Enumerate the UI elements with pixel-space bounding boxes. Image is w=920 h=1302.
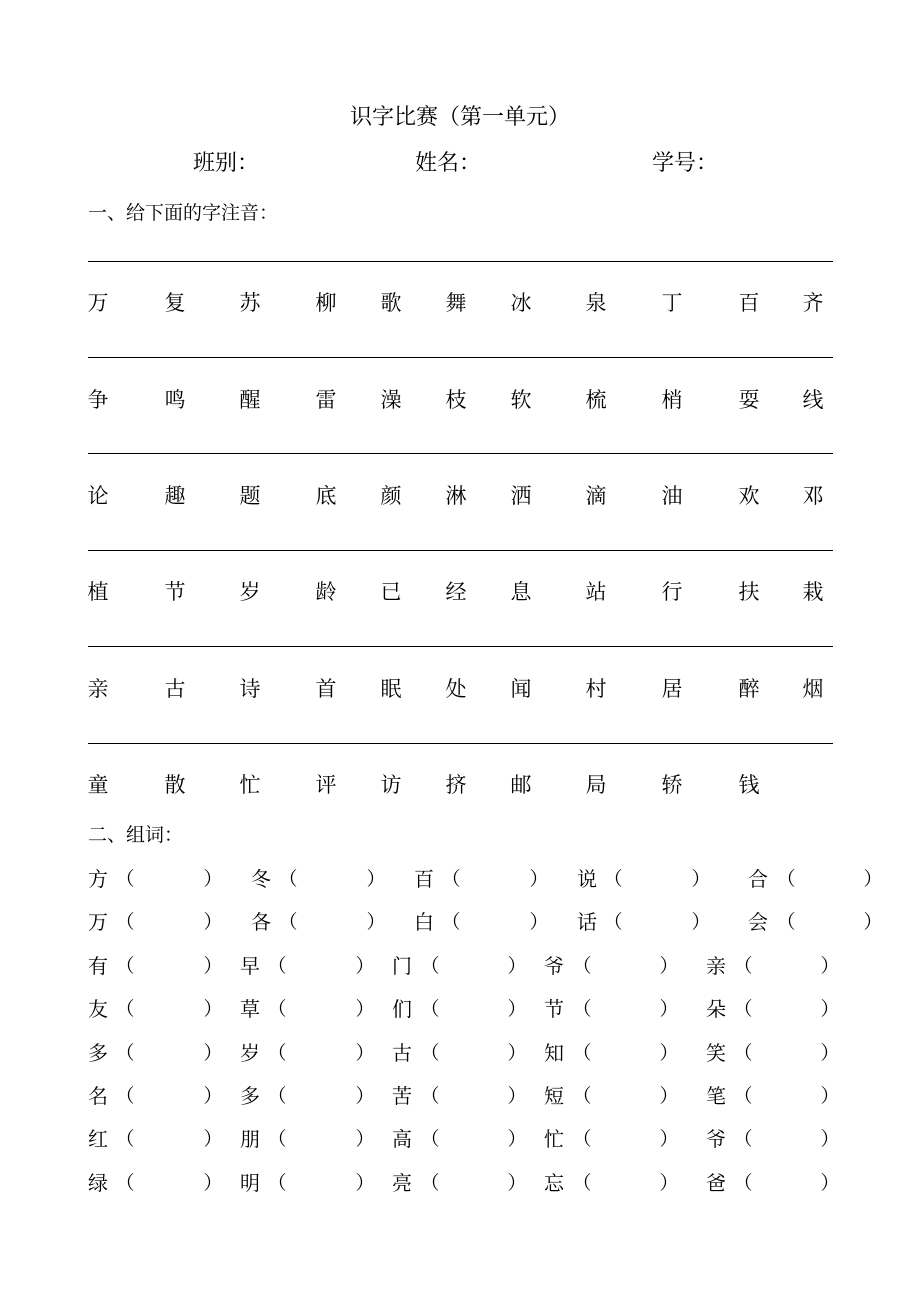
word-group-char: 方 [88, 867, 108, 891]
open-paren: （ [115, 911, 135, 933]
close-paren: ） [355, 1085, 375, 1107]
word-group-char: 说 [577, 867, 597, 891]
pinyin-write-line [88, 261, 833, 262]
pinyin-char: 丁 [661, 291, 683, 315]
pinyin-char: 苏 [239, 291, 261, 315]
word-group-char: 门 [392, 954, 412, 978]
word-group-char: 爷 [706, 1127, 726, 1151]
open-paren: （ [733, 1172, 753, 1194]
open-paren: （ [267, 1085, 287, 1107]
close-paren: ） [820, 1085, 840, 1107]
word-group-char: 话 [577, 910, 597, 934]
pinyin-char: 扶 [738, 580, 760, 604]
open-paren: （ [267, 1128, 287, 1150]
open-paren: （ [420, 1085, 440, 1107]
pinyin-char: 雷 [315, 388, 337, 412]
pinyin-char: 访 [380, 773, 402, 797]
close-paren: ） [820, 1042, 840, 1064]
word-group-char: 古 [392, 1041, 412, 1065]
pinyin-char: 忙 [239, 773, 261, 797]
close-paren: ） [659, 1042, 679, 1064]
pinyin-char: 挤 [445, 773, 467, 797]
close-paren: ） [691, 868, 711, 890]
pinyin-char: 鸣 [164, 388, 186, 412]
open-paren: （ [267, 955, 287, 977]
pinyin-char: 诗 [239, 677, 261, 701]
pinyin-char: 梢 [661, 388, 683, 412]
pinyin-char: 趣 [164, 484, 186, 508]
open-paren: （ [733, 998, 753, 1020]
open-paren: （ [267, 998, 287, 1020]
close-paren: ） [529, 911, 549, 933]
pinyin-char: 村 [585, 677, 607, 701]
pinyin-char: 万 [87, 291, 109, 315]
pinyin-char: 底 [315, 484, 337, 508]
pinyin-char: 眠 [380, 677, 402, 701]
class-label: 班别： [193, 151, 260, 176]
word-group-char: 有 [88, 954, 108, 978]
close-paren: ） [355, 1172, 375, 1194]
close-paren: ） [203, 1172, 223, 1194]
close-paren: ） [203, 955, 223, 977]
pinyin-char: 岁 [239, 580, 261, 604]
pinyin-char: 醉 [738, 677, 760, 701]
close-paren: ） [366, 868, 386, 890]
open-paren: （ [420, 1042, 440, 1064]
pinyin-char: 钱 [738, 773, 760, 797]
open-paren: （ [420, 955, 440, 977]
pinyin-char: 古 [164, 677, 186, 701]
open-paren: （ [278, 911, 298, 933]
pinyin-char: 歌 [380, 291, 402, 315]
close-paren: ） [203, 1085, 223, 1107]
pinyin-char: 节 [164, 580, 186, 604]
pinyin-char: 已 [380, 580, 402, 604]
open-paren: （ [776, 868, 796, 890]
open-paren: （ [603, 911, 623, 933]
open-paren: （ [115, 1085, 135, 1107]
word-group-char: 多 [88, 1041, 108, 1065]
close-paren: ） [355, 1042, 375, 1064]
word-group-char: 多 [240, 1084, 260, 1108]
pinyin-char: 烟 [802, 677, 824, 701]
close-paren: ） [203, 868, 223, 890]
word-group-char: 短 [544, 1084, 564, 1108]
pinyin-char: 息 [510, 580, 532, 604]
close-paren: ） [355, 1128, 375, 1150]
pinyin-char: 经 [445, 580, 467, 604]
pinyin-char: 首 [315, 677, 337, 701]
open-paren: （ [420, 1172, 440, 1194]
pinyin-char: 复 [164, 291, 186, 315]
close-paren: ） [203, 1128, 223, 1150]
open-paren: （ [420, 1128, 440, 1150]
word-group-char: 绿 [88, 1171, 108, 1195]
pinyin-char: 耍 [738, 388, 760, 412]
word-group-char: 笑 [706, 1041, 726, 1065]
word-group-char: 各 [251, 910, 271, 934]
open-paren: （ [115, 955, 135, 977]
pinyin-char: 处 [445, 677, 467, 701]
word-group-char: 草 [240, 997, 260, 1021]
student-number-label: 学号： [652, 151, 719, 176]
close-paren: ） [659, 998, 679, 1020]
open-paren: （ [733, 1085, 753, 1107]
close-paren: ） [659, 1085, 679, 1107]
pinyin-char: 争 [87, 388, 109, 412]
open-paren: （ [278, 868, 298, 890]
pinyin-char: 行 [661, 580, 683, 604]
pinyin-char: 澡 [380, 388, 402, 412]
open-paren: （ [572, 955, 592, 977]
word-group-char: 知 [544, 1041, 564, 1065]
open-paren: （ [733, 955, 753, 977]
open-paren: （ [267, 1172, 287, 1194]
close-paren: ） [507, 998, 527, 1020]
pinyin-char: 栽 [802, 580, 824, 604]
word-group-char: 明 [240, 1171, 260, 1195]
close-paren: ） [507, 955, 527, 977]
pinyin-char: 颜 [380, 484, 402, 508]
close-paren: ） [355, 955, 375, 977]
open-paren: （ [420, 998, 440, 1020]
close-paren: ） [863, 911, 883, 933]
word-group-char: 亲 [706, 954, 726, 978]
close-paren: ） [529, 868, 549, 890]
section2-heading: 二、组词： [88, 824, 184, 846]
pinyin-char: 论 [87, 484, 109, 508]
close-paren: ） [203, 998, 223, 1020]
word-group-char: 红 [88, 1127, 108, 1151]
word-group-char: 爸 [706, 1171, 726, 1195]
close-paren: ） [366, 911, 386, 933]
pinyin-char: 龄 [315, 580, 337, 604]
close-paren: ） [691, 911, 711, 933]
pinyin-write-line [88, 357, 833, 358]
open-paren: （ [115, 1172, 135, 1194]
word-group-char: 忘 [544, 1171, 564, 1195]
pinyin-char: 百 [738, 291, 760, 315]
name-label: 姓名： [415, 151, 482, 176]
pinyin-char: 邓 [802, 484, 824, 508]
word-group-char: 忙 [544, 1127, 564, 1151]
close-paren: ） [203, 1042, 223, 1064]
open-paren: （ [572, 1128, 592, 1150]
pinyin-char: 评 [315, 773, 337, 797]
pinyin-write-line [88, 453, 833, 454]
pinyin-char: 洒 [510, 484, 532, 508]
word-group-char: 节 [544, 997, 564, 1021]
close-paren: ） [820, 998, 840, 1020]
close-paren: ） [659, 1172, 679, 1194]
pinyin-char: 童 [87, 773, 109, 797]
open-paren: （ [572, 998, 592, 1020]
pinyin-char: 站 [585, 580, 607, 604]
pinyin-char: 轿 [661, 773, 683, 797]
word-group-char: 们 [392, 997, 412, 1021]
open-paren: （ [115, 1128, 135, 1150]
open-paren: （ [115, 1042, 135, 1064]
pinyin-write-line [88, 550, 833, 551]
section1-heading: 一、给下面的字注音： [88, 202, 279, 224]
open-paren: （ [115, 998, 135, 1020]
pinyin-char: 居 [661, 677, 683, 701]
pinyin-char: 冰 [510, 291, 532, 315]
pinyin-char: 淋 [445, 484, 467, 508]
open-paren: （ [572, 1085, 592, 1107]
open-paren: （ [267, 1042, 287, 1064]
pinyin-write-line [88, 646, 833, 647]
close-paren: ） [507, 1172, 527, 1194]
word-group-char: 名 [88, 1084, 108, 1108]
word-group-char: 朋 [240, 1127, 260, 1151]
open-paren: （ [441, 868, 461, 890]
open-paren: （ [603, 868, 623, 890]
open-paren: （ [115, 868, 135, 890]
pinyin-char: 线 [802, 388, 824, 412]
pinyin-char: 闻 [510, 677, 532, 701]
word-group-char: 苦 [392, 1084, 412, 1108]
word-group-char: 早 [240, 954, 260, 978]
close-paren: ） [820, 955, 840, 977]
pinyin-char: 泉 [585, 291, 607, 315]
word-group-char: 朵 [706, 997, 726, 1021]
pinyin-char: 梳 [585, 388, 607, 412]
close-paren: ） [355, 998, 375, 1020]
open-paren: （ [572, 1042, 592, 1064]
open-paren: （ [776, 911, 796, 933]
word-group-char: 爷 [544, 954, 564, 978]
close-paren: ） [863, 868, 883, 890]
close-paren: ） [507, 1042, 527, 1064]
close-paren: ） [820, 1128, 840, 1150]
pinyin-char: 油 [661, 484, 683, 508]
open-paren: （ [572, 1172, 592, 1194]
pinyin-char: 齐 [802, 291, 824, 315]
pinyin-char: 滴 [585, 484, 607, 508]
close-paren: ） [507, 1128, 527, 1150]
pinyin-char: 枝 [445, 388, 467, 412]
pinyin-write-line [88, 743, 833, 744]
word-group-char: 亮 [392, 1171, 412, 1195]
open-paren: （ [733, 1128, 753, 1150]
close-paren: ） [507, 1085, 527, 1107]
pinyin-char: 局 [585, 773, 607, 797]
pinyin-char: 欢 [738, 484, 760, 508]
pinyin-char: 植 [87, 580, 109, 604]
close-paren: ） [659, 1128, 679, 1150]
close-paren: ） [820, 1172, 840, 1194]
pinyin-char: 醒 [239, 388, 261, 412]
open-paren: （ [441, 911, 461, 933]
page-title: 识字比赛（第一单元） [349, 105, 570, 130]
pinyin-char: 邮 [510, 773, 532, 797]
pinyin-char: 柳 [315, 291, 337, 315]
pinyin-char: 散 [164, 773, 186, 797]
word-group-char: 合 [748, 867, 768, 891]
word-group-char: 高 [392, 1127, 412, 1151]
close-paren: ） [659, 955, 679, 977]
word-group-char: 万 [88, 910, 108, 934]
word-group-char: 友 [88, 997, 108, 1021]
open-paren: （ [733, 1042, 753, 1064]
word-group-char: 百 [414, 867, 434, 891]
word-group-char: 白 [414, 910, 434, 934]
pinyin-char: 题 [239, 484, 261, 508]
word-group-char: 会 [748, 910, 768, 934]
pinyin-char: 亲 [87, 677, 109, 701]
word-group-char: 笔 [706, 1084, 726, 1108]
word-group-char: 冬 [251, 867, 271, 891]
pinyin-char: 舞 [445, 291, 467, 315]
word-group-char: 岁 [240, 1041, 260, 1065]
pinyin-char: 软 [510, 388, 532, 412]
close-paren: ） [203, 911, 223, 933]
